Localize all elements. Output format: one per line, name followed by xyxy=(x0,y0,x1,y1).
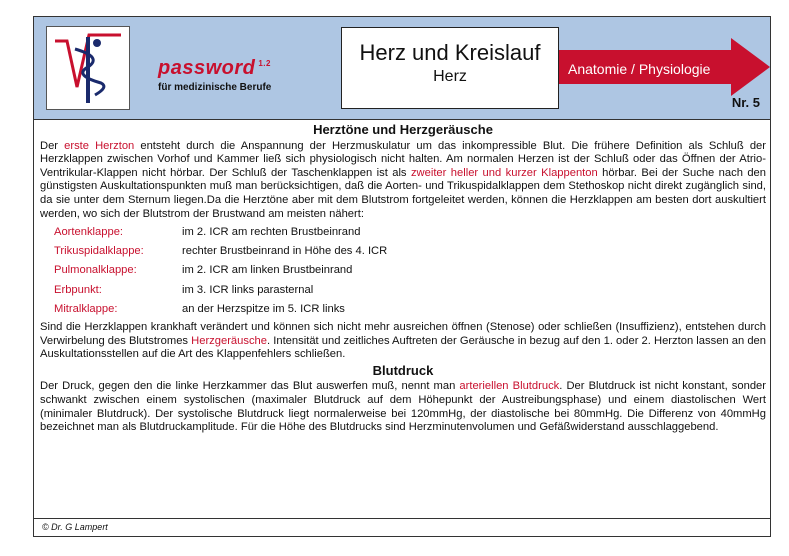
info-card xyxy=(33,16,771,537)
content xyxy=(40,121,766,435)
valve-name: Aortenklappe: xyxy=(54,225,124,238)
valve-location: im 2. ICR am rechten Brustbeinrand xyxy=(182,225,361,238)
brand-text: password xyxy=(158,57,256,79)
title-box xyxy=(341,27,559,109)
valve-name: Trikuspidalklappe: xyxy=(54,245,144,258)
brand-subtitle: für medizinische Berufe xyxy=(158,82,272,93)
paragraph-herzgeraeusche xyxy=(40,321,766,362)
table-row xyxy=(54,281,387,300)
highlight-term: zweiter heller und kurzer Klappenton xyxy=(410,166,598,179)
paragraph-blutdruck xyxy=(40,380,766,434)
footer xyxy=(34,518,770,536)
text: . Intensität und zeitliches Auftreten der Geräusche in bezug auf den 1. oder 2. Herzton lassen an den Auskultationsstellen auf die Art des Klappenfehlers schließen. xyxy=(40,334,766,361)
table-row xyxy=(54,262,387,281)
page-subtitle: Herz xyxy=(433,68,467,85)
page-title: Herz und Kreislauf xyxy=(359,40,541,65)
valve-location: an der Herzspitze im 5. ICR links xyxy=(182,302,345,315)
text: Sind die Herzklappen krankhaft verändert und können sich nicht mehr ausreichen öffnen (Stenose) oder schließen (Insuffizienz), entstehen durch Verwirbelung des Blutstromes xyxy=(40,321,766,347)
text: Der Druck, gegen den die linke Herzkammer das Blut auswerfen muß, nennt man xyxy=(40,380,460,393)
table-row xyxy=(54,242,387,261)
valve-location: rechter Brustbeinrand in Höhe des 4. ICR xyxy=(182,245,388,258)
section-heading-blutdruck: Blutdruck xyxy=(372,362,434,378)
text: hörbar. Bei der Suche nach den günstigsten Auskultationspunkten muß man berücksichtigen, daß die Aorten- und Trikuspidalklappen dem Stethoskop nicht direkt zugänglich sind, da sie unter dem Sternum liegen.Da die Herztöne aber mit dem Blutstrom fortgeleitet werden, können die Herzklappen am besten dort auskultiert werden, wo sich der Blutstrom der Brustwand am meisten nähert: xyxy=(40,166,767,220)
category-label: Anatomie / Physiologie xyxy=(568,61,711,77)
section-heading-herztoene: Herztöne und Herzgeräusche xyxy=(313,122,493,137)
caduceus-logo-icon xyxy=(46,26,130,110)
valve-location: im 3. ICR links parasternal xyxy=(182,283,314,296)
table-row xyxy=(54,223,387,242)
sheet-number: Nr. 5 xyxy=(731,95,760,110)
valve-name: Erbpunkt: xyxy=(54,283,102,296)
valve-location: im 2. ICR am linken Brustbeinrand xyxy=(182,264,353,277)
valve-name: Mitralklappe: xyxy=(54,302,118,315)
header-banner xyxy=(34,17,770,120)
brand-name xyxy=(158,57,271,80)
brand-version: 1.2 xyxy=(258,59,271,69)
paragraph-herztoene xyxy=(40,140,766,222)
highlight-term: erste Herzton xyxy=(64,139,135,152)
text: . Der Blutdruck ist nicht konstant, sonder schwankt zwischen einem systolischen (maximaler Blutdruck auf dem Höhepunkt der Austreibungsphase) und einem diastolischen Wert (minimaler Blutdruck). Der systolische Blutdruck liegt normalerweise bei 120mmHg, der diastolische bei 80mmHg. Die Differenz von 40mmHg bezeichnet man als Blutdruckamplitude. Für die Höhe des Blutdrucks sind Herzminutenvolumen und Gefäßwiderstand ausschlaggebend. xyxy=(40,380,766,434)
highlight-term: arteriellen Blutdruck xyxy=(459,380,560,393)
valve-name: Pulmonalklappe: xyxy=(54,264,137,277)
highlight-term: Herzgeräusche xyxy=(191,334,268,347)
auscultation-table xyxy=(54,223,387,319)
table-row xyxy=(54,300,387,319)
text: entsteht durch die Anspannung der Herzmuskulatur um das inkompressible Blut. Die frühere Definition als Schluß der Herzklappen zwischen Vorhof und Kammer ließ sich physiologisch nicht halten. Am normalen Herzen ist der Schluß oder das Öffnen der Atrio-Ventrikular-Klappen nicht hörbar. Der Schluß der Taschenklappen ist als xyxy=(40,139,766,179)
text: Der xyxy=(40,139,65,152)
copyright: © Dr. G Lampert xyxy=(42,522,108,532)
